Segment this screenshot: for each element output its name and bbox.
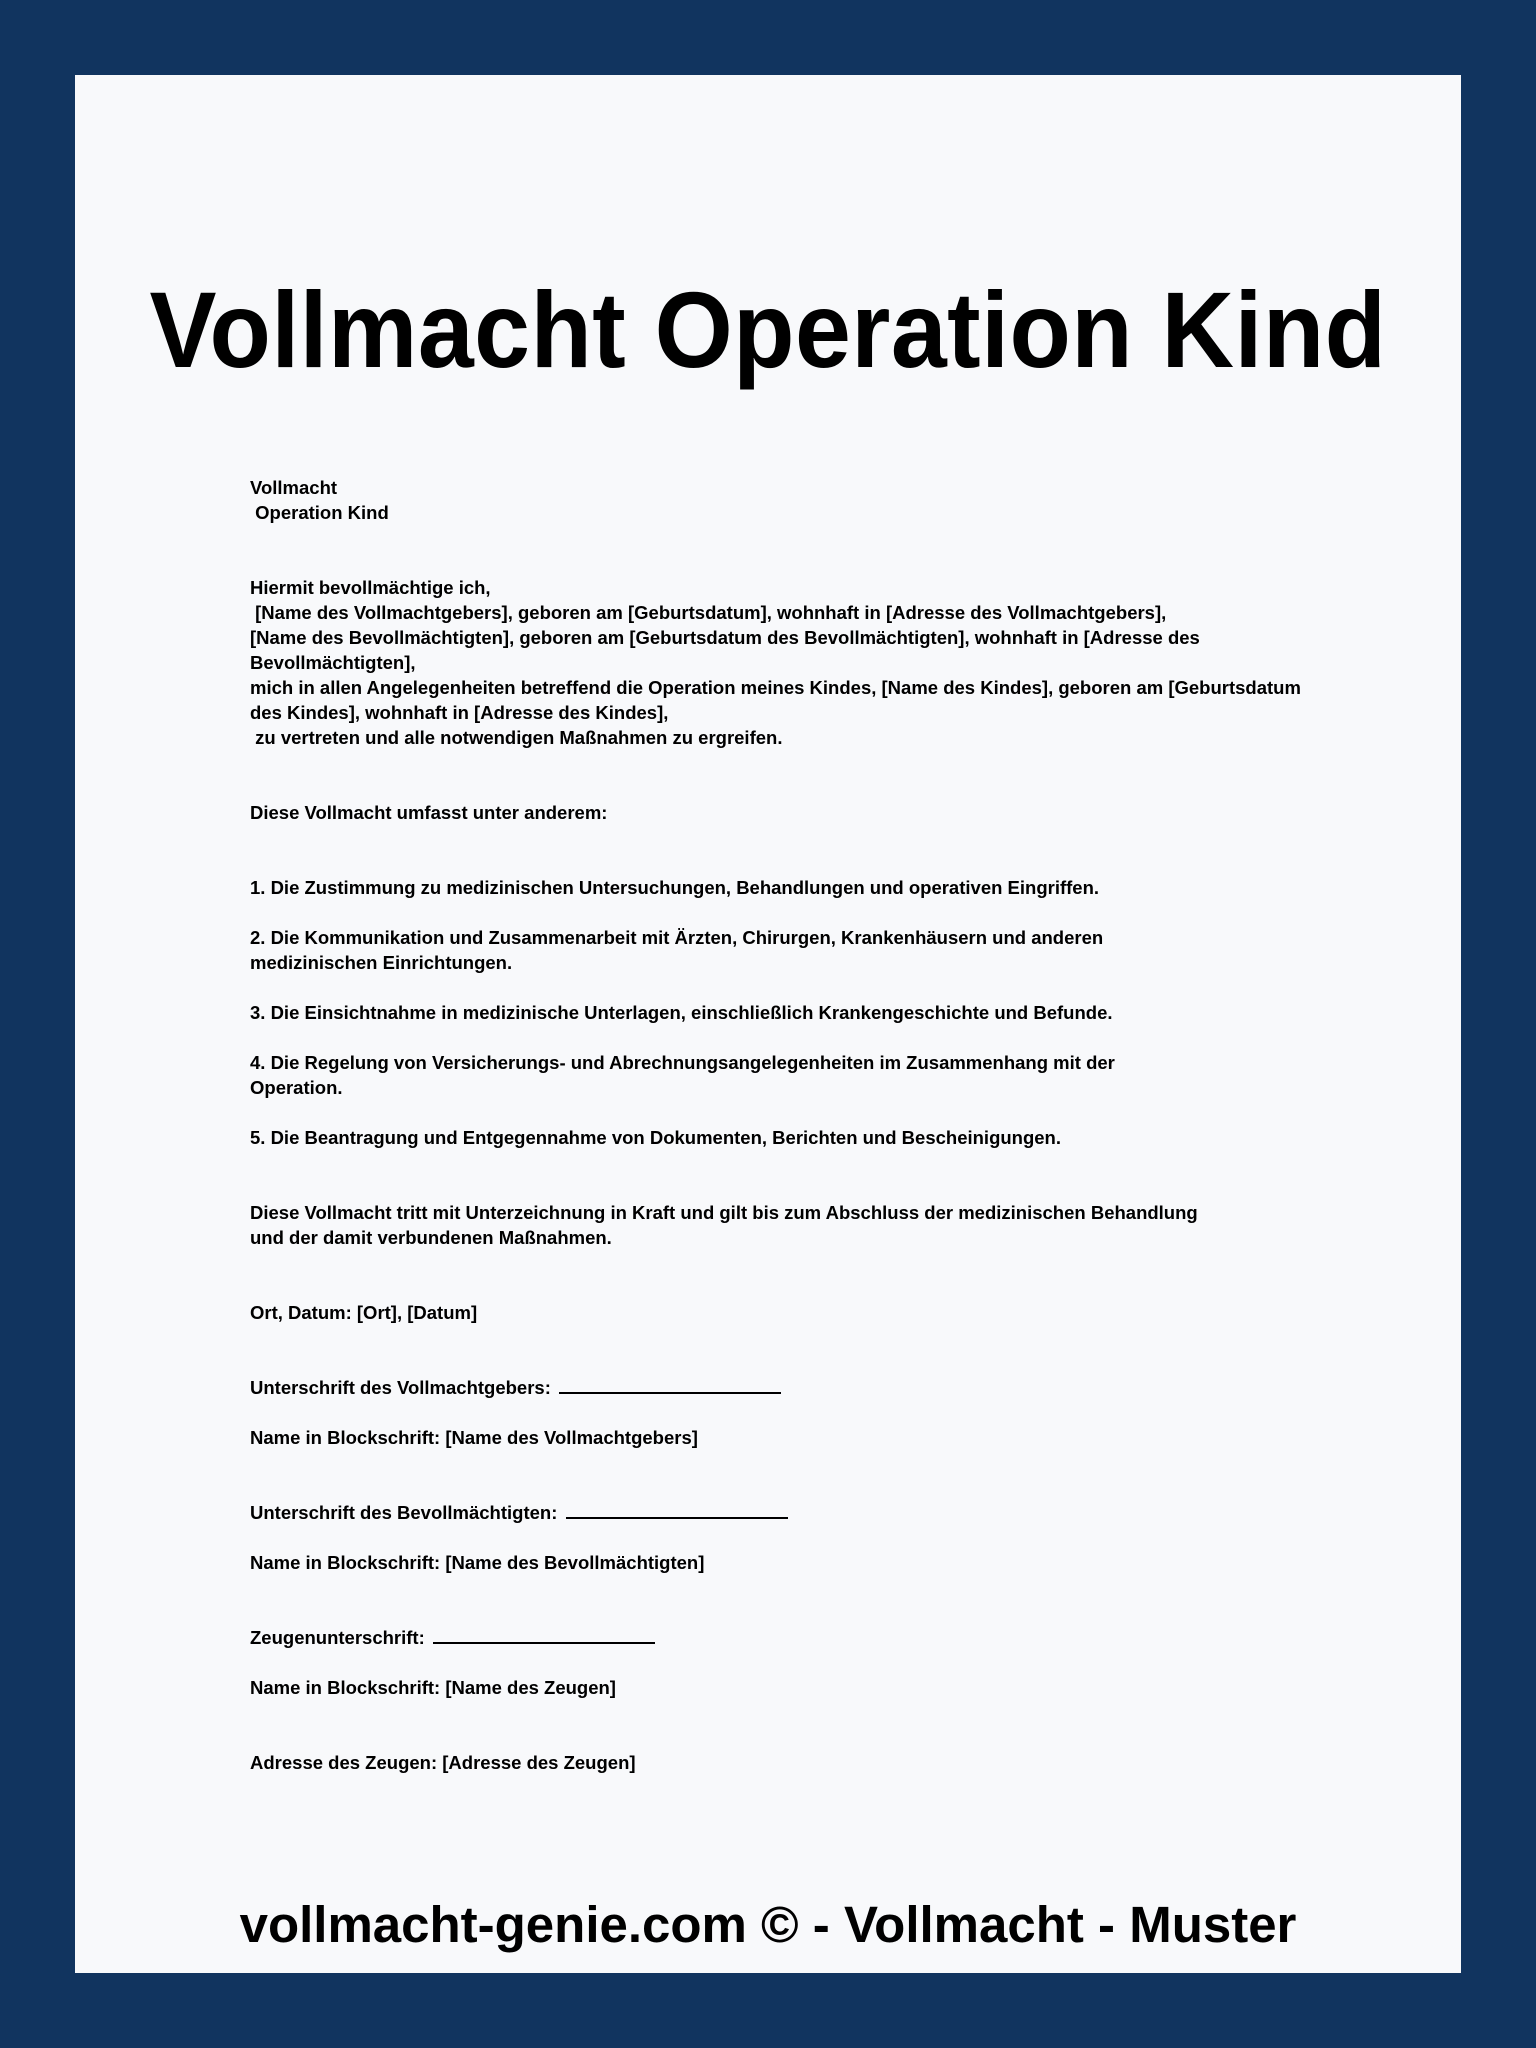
spacer bbox=[250, 1525, 1330, 1550]
witness-signature bbox=[250, 1625, 1330, 1650]
intro-line: [Name des Bevollmächtigten], geboren am [Geburtsdatum des Bevollmächtigten], wohnhaft in [Adresse des Bevollmächtigten], bbox=[250, 627, 1200, 673]
heading-line-1: Vollmacht bbox=[250, 477, 338, 498]
document-body bbox=[250, 475, 1330, 1775]
witness-address: Adresse des Zeugen: [Adresse des Zeugen] bbox=[250, 1752, 636, 1773]
spacer bbox=[250, 1325, 1330, 1375]
spacer bbox=[250, 1100, 1330, 1125]
agent-name: Name in Blockschrift: [Name des Bevollmächtigten] bbox=[250, 1552, 705, 1573]
spacer bbox=[250, 1700, 1330, 1750]
spacer bbox=[250, 1400, 1330, 1425]
spacer bbox=[250, 750, 1330, 800]
agent-signature-label: Unterschrift des Bevollmächtigten: bbox=[250, 1502, 558, 1523]
validity-paragraph: Diese Vollmacht tritt mit Unterzeichnung in Kraft und gilt bis zum Abschluss der medizinischen Behandlung und der damit verbundenen Maßnahmen. bbox=[250, 1202, 1198, 1248]
place-date: Ort, Datum: [Ort], [Datum] bbox=[250, 1302, 478, 1323]
spacer bbox=[250, 900, 1330, 925]
grantor-signature-line[interactable] bbox=[559, 1391, 781, 1394]
intro-line: [Name des Vollmachtgebers], geboren am [Geburtsdatum], wohnhaft in [Adresse des Vollmachtgebers], bbox=[250, 602, 1167, 623]
document-page bbox=[75, 75, 1461, 1973]
spacer bbox=[250, 975, 1330, 1000]
grantor-name: Name in Blockschrift: [Name des Vollmachtgebers] bbox=[250, 1427, 698, 1448]
spacer bbox=[250, 1150, 1330, 1200]
spacer bbox=[250, 1650, 1330, 1675]
scope-item: 2. Die Kommunikation und Zusammenarbeit mit Ärzten, Chirurgen, Krankenhäusern und anderen medizinischen Einrichtungen. bbox=[250, 927, 1104, 973]
grantor-signature-label: Unterschrift des Vollmachtgebers: bbox=[250, 1377, 551, 1398]
grantor-signature bbox=[250, 1375, 1330, 1400]
scope-item: 3. Die Einsichtnahme in medizinische Unterlagen, einschließlich Krankengeschichte und Befunde. bbox=[250, 1002, 1113, 1023]
intro-line: Hiermit bevollmächtige ich, bbox=[250, 577, 491, 598]
scope-list bbox=[250, 875, 1330, 1150]
spacer bbox=[250, 1025, 1330, 1050]
intro-line: zu vertreten und alle notwendigen Maßnahmen zu ergreifen. bbox=[250, 727, 783, 748]
spacer bbox=[250, 1450, 1330, 1500]
document-title: Vollmacht Operation Kind bbox=[149, 269, 1387, 390]
spacer bbox=[250, 1250, 1330, 1300]
spacer bbox=[250, 525, 1330, 575]
witness-name: Name in Blockschrift: [Name des Zeugen] bbox=[250, 1677, 616, 1698]
spacer bbox=[250, 825, 1330, 875]
heading-line-2: Operation Kind bbox=[250, 502, 389, 523]
spacer bbox=[250, 1575, 1330, 1625]
intro-line: mich in allen Angelegenheiten betreffend die Operation meines Kindes, [Name des Kindes], geboren am [Geburtsdatum des Kindes], wohnhaft in [Adresse des Kindes], bbox=[250, 677, 1301, 723]
witness-signature-line[interactable] bbox=[433, 1641, 655, 1644]
scope-item: 5. Die Beantragung und Entgegennahme von Dokumenten, Berichten und Bescheinigungen. bbox=[250, 1127, 1062, 1148]
footer-copyright: vollmacht-genie.com © - Vollmacht - Muster bbox=[239, 1896, 1297, 1953]
witness-signature-label: Zeugenunterschrift: bbox=[250, 1627, 425, 1648]
agent-signature bbox=[250, 1500, 1330, 1525]
intro-paragraph bbox=[250, 575, 1330, 750]
scope-heading: Diese Vollmacht umfasst unter anderem: bbox=[250, 802, 608, 823]
agent-signature-line[interactable] bbox=[566, 1516, 788, 1519]
scope-item: 4. Die Regelung von Versicherungs- und Abrechnungsangelegenheiten im Zusammenhang mit der Operation. bbox=[250, 1052, 1115, 1098]
scope-item: 1. Die Zustimmung zu medizinischen Untersuchungen, Behandlungen und operativen Eingriffen. bbox=[250, 877, 1100, 898]
